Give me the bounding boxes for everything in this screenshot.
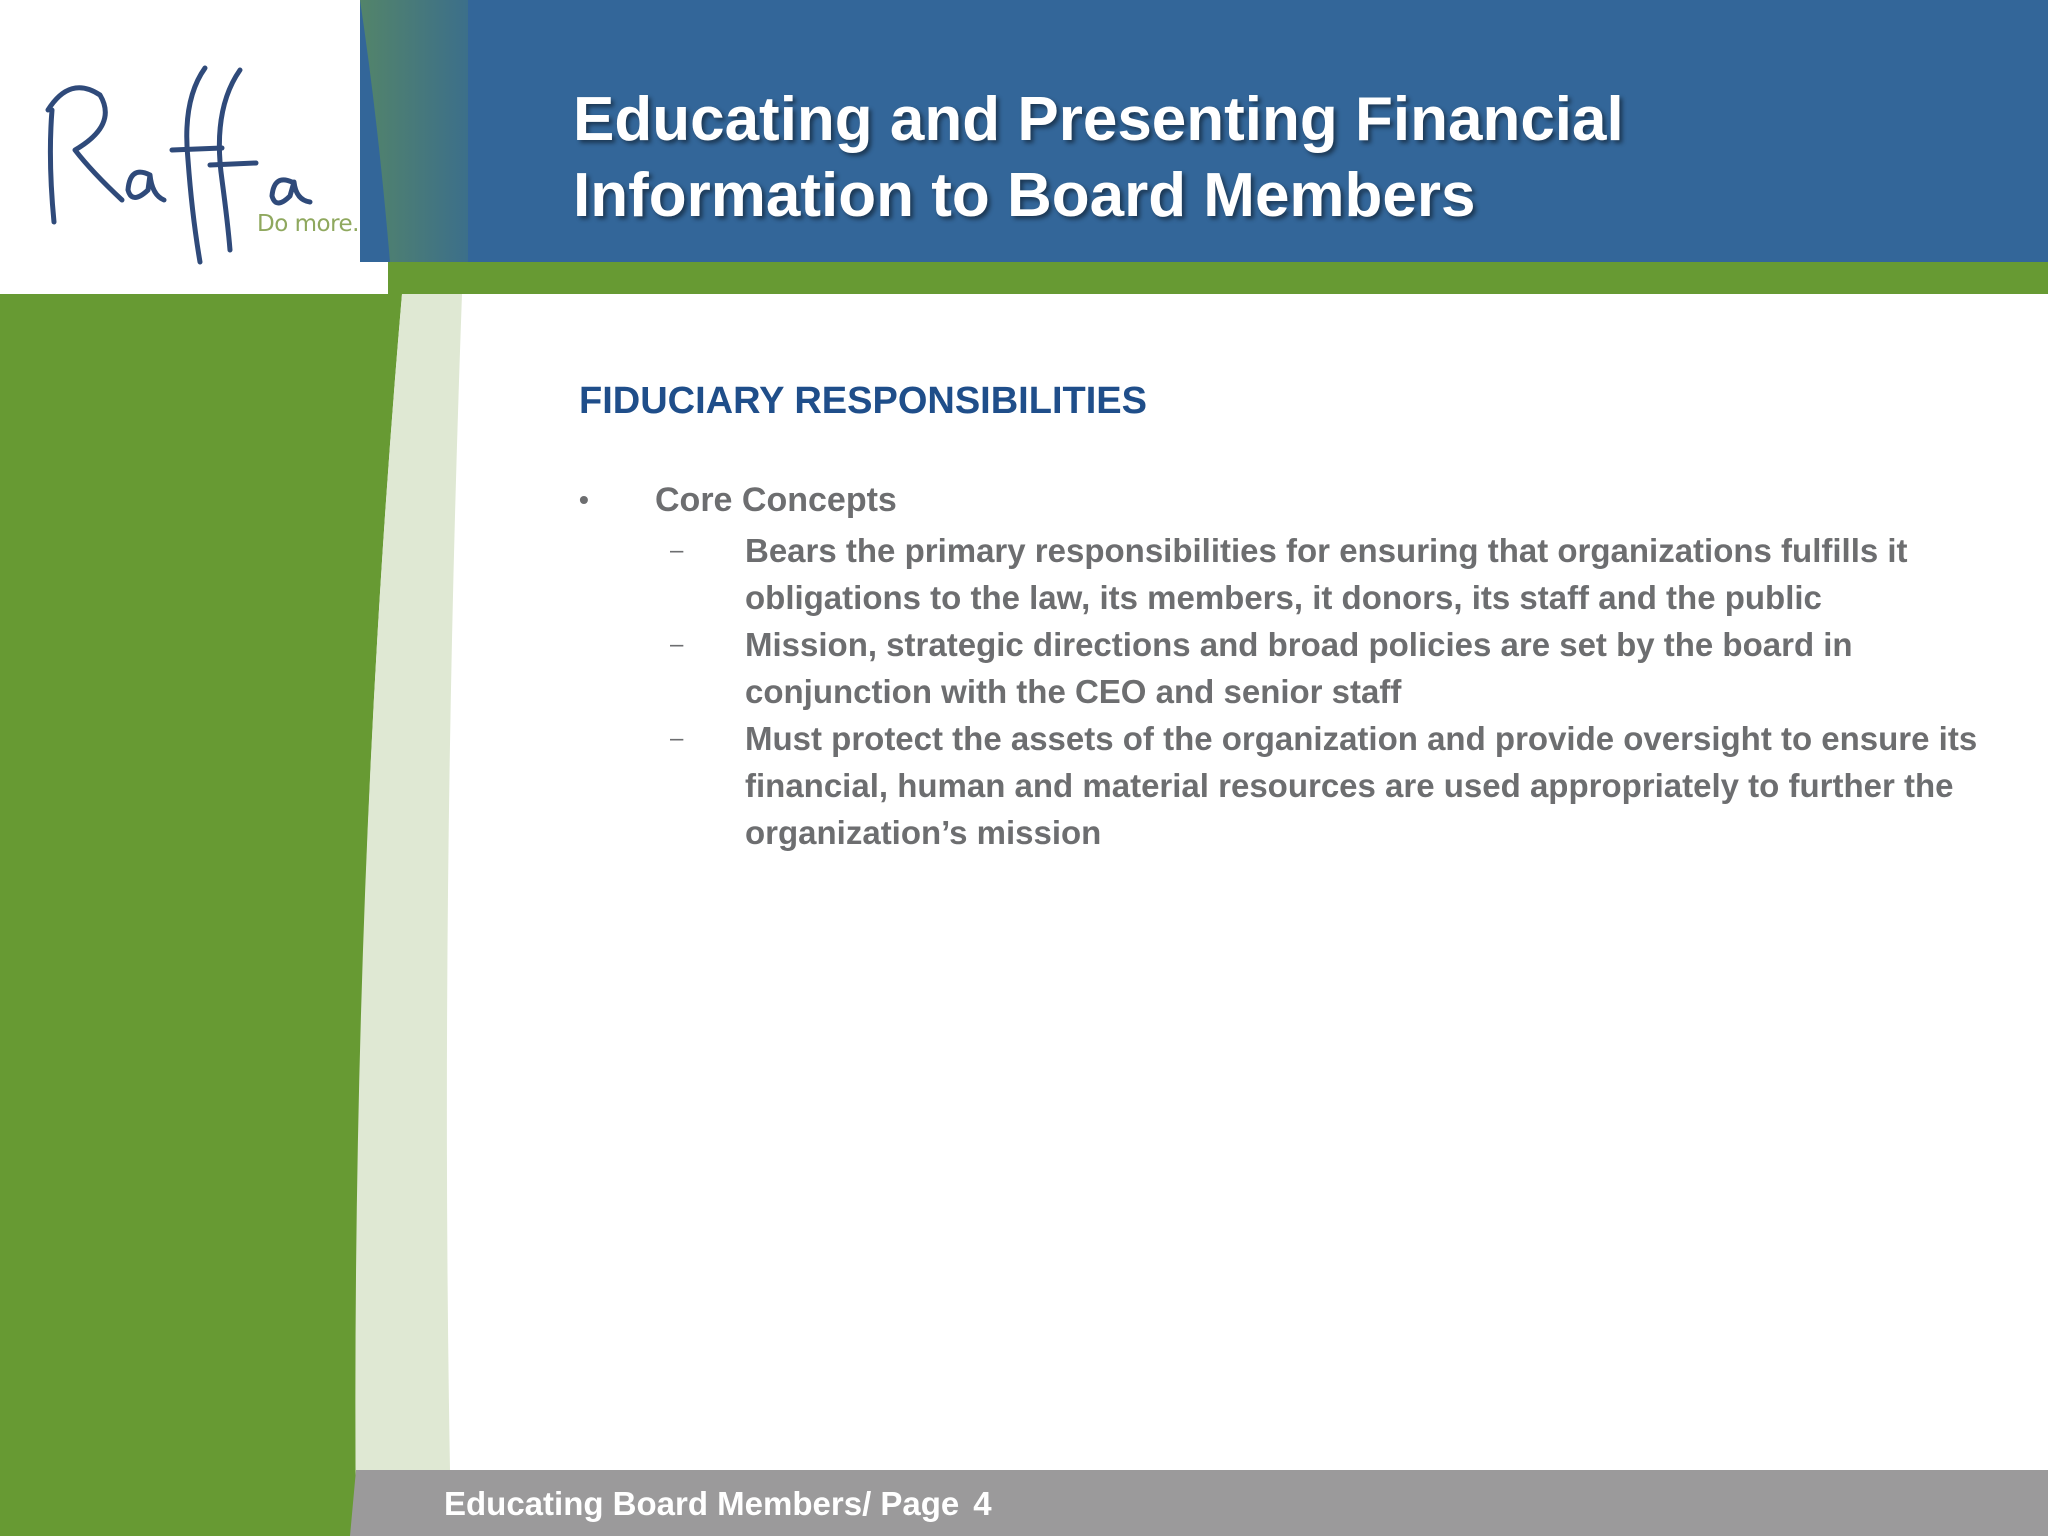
raffa-wordmark-graphic <box>0 0 380 294</box>
sub-bullet-item <box>579 715 1999 856</box>
sub-bullet-text: Must protect the assets of the organization and provide oversight to ensure its financial, human and material resources are used appropriately to further the organization’s mission <box>745 720 1978 851</box>
dash-icon: – <box>670 631 684 658</box>
footer <box>444 1482 992 1526</box>
bullet-text: Core Concepts <box>655 481 897 519</box>
header-green-stripe <box>388 262 2048 294</box>
section-heading: FIDUCIARY RESPONSIBILITIES <box>579 380 1147 422</box>
footer-label: Educating Board Members/ Page <box>444 1485 960 1522</box>
slide-content <box>579 477 1999 856</box>
dash-icon: – <box>670 537 684 564</box>
page-number: 4 <box>973 1485 992 1522</box>
slide-title <box>573 82 1973 234</box>
slide-title-line-2: Information to Board Members <box>573 161 1476 230</box>
sub-bullet-item <box>579 621 1999 715</box>
slide-title-line-1: Educating and Presenting Financial <box>573 85 1624 154</box>
sub-bullet-list <box>579 527 1999 856</box>
raffa-logo <box>0 0 380 294</box>
left-green-panel <box>0 294 402 1536</box>
dash-icon: – <box>670 725 684 752</box>
sub-bullet-item <box>579 527 1999 621</box>
bullet-dot-icon: • <box>579 484 589 515</box>
logo-tagline: Do more. <box>257 211 359 237</box>
bullet-item <box>579 477 1999 523</box>
sub-bullet-text: Bears the primary responsibilities for ensuring that organizations fulfills it obligations to the law, its members, it donors, its staff and the public <box>745 532 1908 616</box>
sub-bullet-text: Mission, strategic directions and broad policies are set by the board in conjunction with the CEO and senior staff <box>745 626 1853 710</box>
